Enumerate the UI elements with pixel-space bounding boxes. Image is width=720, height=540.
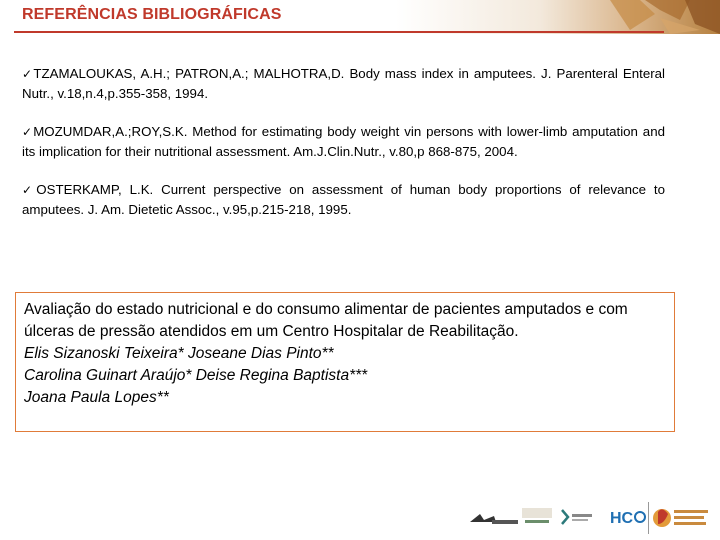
author-line: Elis Sizanoski Teixeira* Joseane Dias Pinto** bbox=[24, 345, 334, 362]
svg-text:HC: HC bbox=[610, 510, 634, 527]
checkmark-icon: ✓ bbox=[22, 67, 34, 81]
reference-item bbox=[22, 64, 665, 103]
title-underline bbox=[14, 31, 664, 33]
reference-item bbox=[22, 122, 665, 161]
author-line: Joana Paula Lopes** bbox=[24, 389, 169, 406]
checkmark-icon: ✓ bbox=[22, 125, 34, 139]
logo-divider bbox=[648, 502, 649, 534]
header-decoration bbox=[600, 0, 720, 34]
reference-text: TZAMALOUKAS, A.H.; PATRON,A.; MALHOTRA,D. Body mass index in amputees. J. Parenteral Enteral Nutr., v.18,n.4,p.355-358, 1994. bbox=[22, 66, 665, 101]
reference-item bbox=[22, 180, 665, 219]
footer-logos bbox=[460, 500, 718, 538]
institution-logo bbox=[560, 508, 594, 526]
page-title: REFERÊNCIAS BIBLIOGRÁFICAS bbox=[22, 6, 282, 23]
reference-text: MOZUMDAR,A.;ROY,S.K. Method for estimating body weight vin persons with lower-limb amputation and its implication for their nutritional assessment. Am.J.Clin.Nutr., v.80,p 868-875, 2004. bbox=[22, 124, 665, 159]
reference-text: OSTERKAMP, L.K. Current perspective on assessment of human body proportions of relevance to amputees. J. Am. Dietetic Assoc., v.95,p.215-218, 1995. bbox=[22, 182, 665, 217]
medicina-logo bbox=[522, 508, 552, 526]
nutrition-logo bbox=[652, 502, 712, 534]
university-logo bbox=[470, 512, 518, 526]
hc-logo bbox=[610, 506, 648, 528]
study-info-box bbox=[15, 292, 675, 432]
reference-list bbox=[22, 64, 665, 219]
checkmark-icon: ✓ bbox=[22, 183, 37, 197]
author-line: Carolina Guinart Araújo* Deise Regina Baptista*** bbox=[24, 367, 368, 384]
study-title: Avaliação do estado nutricional e do consumo alimentar de pacientes amputados e com úlceras de pressão atendidos em um Centro Hospitalar de Reabilitação. bbox=[24, 301, 628, 340]
